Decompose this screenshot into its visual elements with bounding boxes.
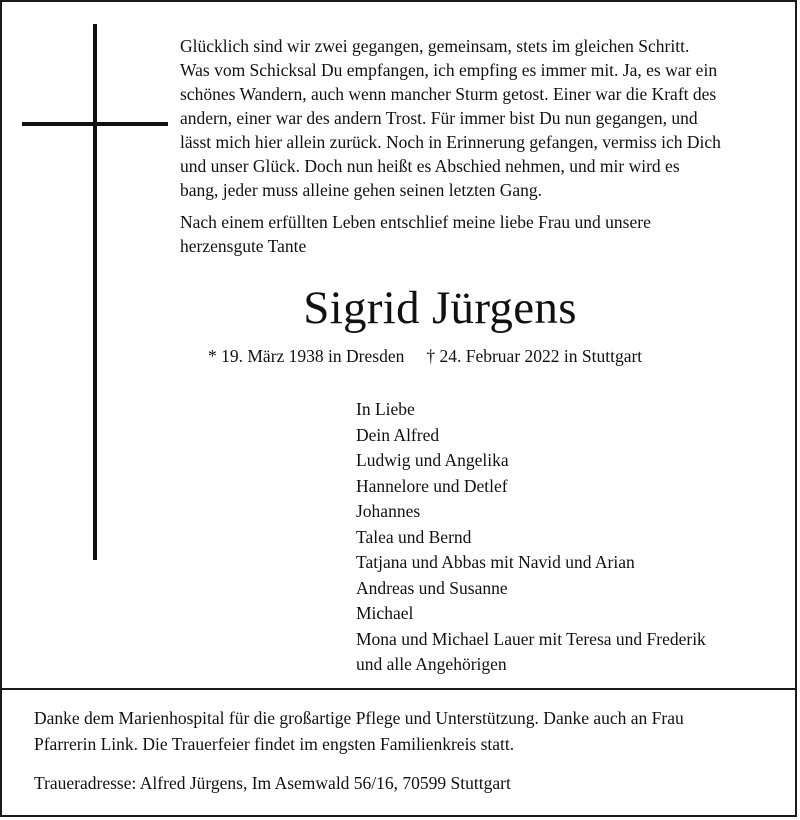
death-date: † 24. Februar 2022 in Stuttgart xyxy=(426,346,643,366)
poem-line: bang, jeder muss alleine gehen seinen letzten Gang. xyxy=(180,180,543,200)
poem-line: andern, einer war des andern Trost. Für immer bist Du nun gegangen, und xyxy=(180,108,698,128)
intro-text xyxy=(180,210,780,258)
poem-line: lässt mich hier allein zurück. Noch in Erinnerung gefangen, vermiss ich Dich xyxy=(180,132,721,152)
poem-line: und unser Glück. Doch nun heißt es Abschied nehmen, und mir wird es xyxy=(180,156,680,176)
deceased-name: Sigrid Jürgens xyxy=(303,282,577,334)
mourner-line: und alle Angehörigen xyxy=(356,654,507,674)
mourner-line: Andreas und Susanne xyxy=(356,577,508,598)
mourning-address: Traueradresse: Alfred Jürgens, Im Asemwald 56/16, 70599 Stuttgart xyxy=(34,773,511,793)
mourner-line: Mona und Michael Lauer mit Teresa und Frederik xyxy=(356,628,706,649)
intro-line: herzensgute Tante xyxy=(180,236,307,256)
section-divider xyxy=(0,688,797,690)
mourners-list xyxy=(356,397,706,678)
mourner-line: In Liebe xyxy=(356,399,415,419)
intro-line: Nach einem erfüllten Leben entschlief meine liebe Frau und unsere xyxy=(180,212,651,232)
mourner-line: Johannes xyxy=(356,501,421,521)
thanks-text xyxy=(34,705,774,757)
life-dates xyxy=(208,344,642,368)
mourner-line: Hannelore und Detlef xyxy=(356,475,508,496)
poem-line: Glücklich sind wir zwei gegangen, gemeinsam, stets im gleichen Schritt. xyxy=(180,36,690,56)
mourner-line: Ludwig und Angelika xyxy=(356,450,509,470)
mourner-line: Dein Alfred xyxy=(356,424,440,445)
poem-line: schönes Wandern, auch wenn mancher Sturm getost. Einer war die Kraft des xyxy=(180,84,717,104)
cross-horizontal-bar xyxy=(22,122,168,126)
birth-date: * 19. März 1938 in Dresden xyxy=(208,346,405,366)
poem-line: Was vom Schicksal Du empfangen, ich empfing es immer mit. Ja, es war ein xyxy=(180,60,718,80)
mourner-line: Talea und Bernd xyxy=(356,526,472,547)
thanks-line: Pfarrerin Link. Die Trauerfeier findet im engsten Familienkreis statt. xyxy=(34,734,515,754)
thanks-line: Danke dem Marienhospital für die großartige Pflege und Unterstützung. Danke auch an Frau xyxy=(34,708,684,728)
mourner-line: Michael xyxy=(356,603,414,623)
mourner-line: Tatjana und Abbas mit Navid und Arian xyxy=(356,552,635,572)
poem xyxy=(180,34,780,202)
